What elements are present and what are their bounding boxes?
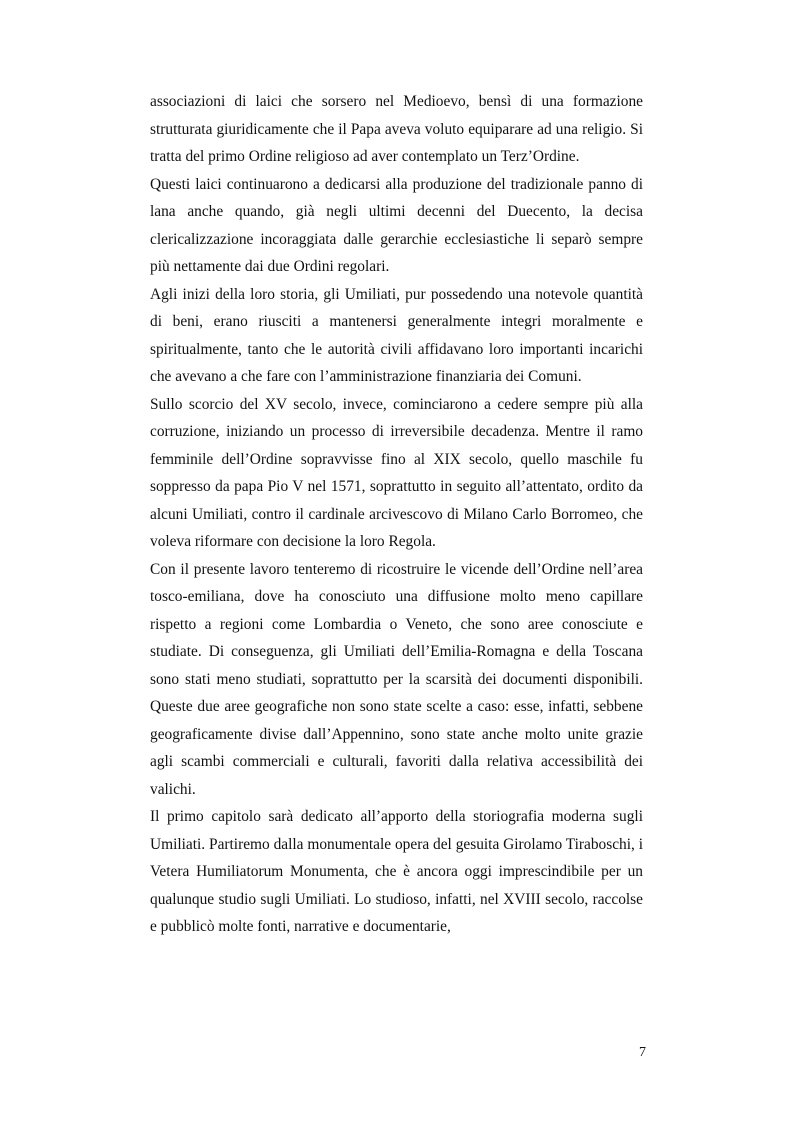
paragraph-6: Il primo capitolo sarà dedicato all’apporto della storiografia moderna sugli Umiliati. Partiremo dalla monumentale opera del gesuita Girolamo Tiraboschi, i Vetera Humiliatorum Monumenta, che è ancora oggi imprescindibile per un qualunque studio sugli Umiliati. Lo studioso, infatti, nel XVIII secolo, raccolse e pubblicò molte fonti, narrative e documentarie, <box>150 808 643 935</box>
paragraph-5: Con il presente lavoro tenteremo di ricostruire le vicende dell’Ordine nell’area tosco-emiliana, dove ha conosciuto una diffusione molto meno capillare rispetto a regioni come Lombardia o Veneto, che sono aree conosciute e studiate. Di conseguenza, gli Umiliati dell’Emilia-Romagna e della Toscana sono stati meno studiati, soprattutto per la scarsità dei documenti disponibili. Queste due aree geografiche non sono state scelte a caso: esse, infatti, sebbene geograficamente divise dall’Appennino, sono state anche molto unite grazie agli scambi commerciali e culturali, favoriti dalla relativa accessibilità dei valichi. <box>150 560 643 798</box>
paragraph-1: associazioni di laici che sorsero nel Medioevo, bensì di una formazione strutturata giuridicamente che il Papa aveva voluto equiparare ad una religio. Si tratta del primo Ordine religioso ad aver contemplato un Terz’Ordine. <box>150 93 643 165</box>
paragraph-2: Questi laici continuarono a dedicarsi alla produzione del tradizionale panno di lana anche quando, già negli ultimi decenni del Duecento, la decisa clericalizzazione incoraggiata dalle gerarchie ecclesiastiche li separò sempre più nettamente dai due Ordini regolari. <box>150 175 643 275</box>
paragraph-4: Sullo scorcio del XV secolo, invece, cominciarono a cedere sempre più alla corruzione, iniziando un processo di irreversibile decadenza. Mentre il ramo femminile dell’Ordine sopravvisse fino al XIX secolo, quello maschile fu soppresso da papa Pio V nel 1571, soprattutto in seguito all’attentato, ordito da alcuni Umiliati, contro il cardinale arcivescovo di Milano Carlo Borromeo, che voleva riformare con decisione la loro Regola. <box>150 395 643 550</box>
document-page <box>150 88 643 941</box>
page-number: 7 <box>639 1045 646 1060</box>
paragraph-3: Agli inizi della loro storia, gli Umiliati, pur possedendo una notevole quantità di beni, erano riusciti a mantenersi generalmente integri moralmente e spiritualmente, tanto che le autorità civili affidavano loro importanti incarichi che avevano a che fare con l’amministrazione finanziaria dei Comuni. <box>150 285 643 385</box>
